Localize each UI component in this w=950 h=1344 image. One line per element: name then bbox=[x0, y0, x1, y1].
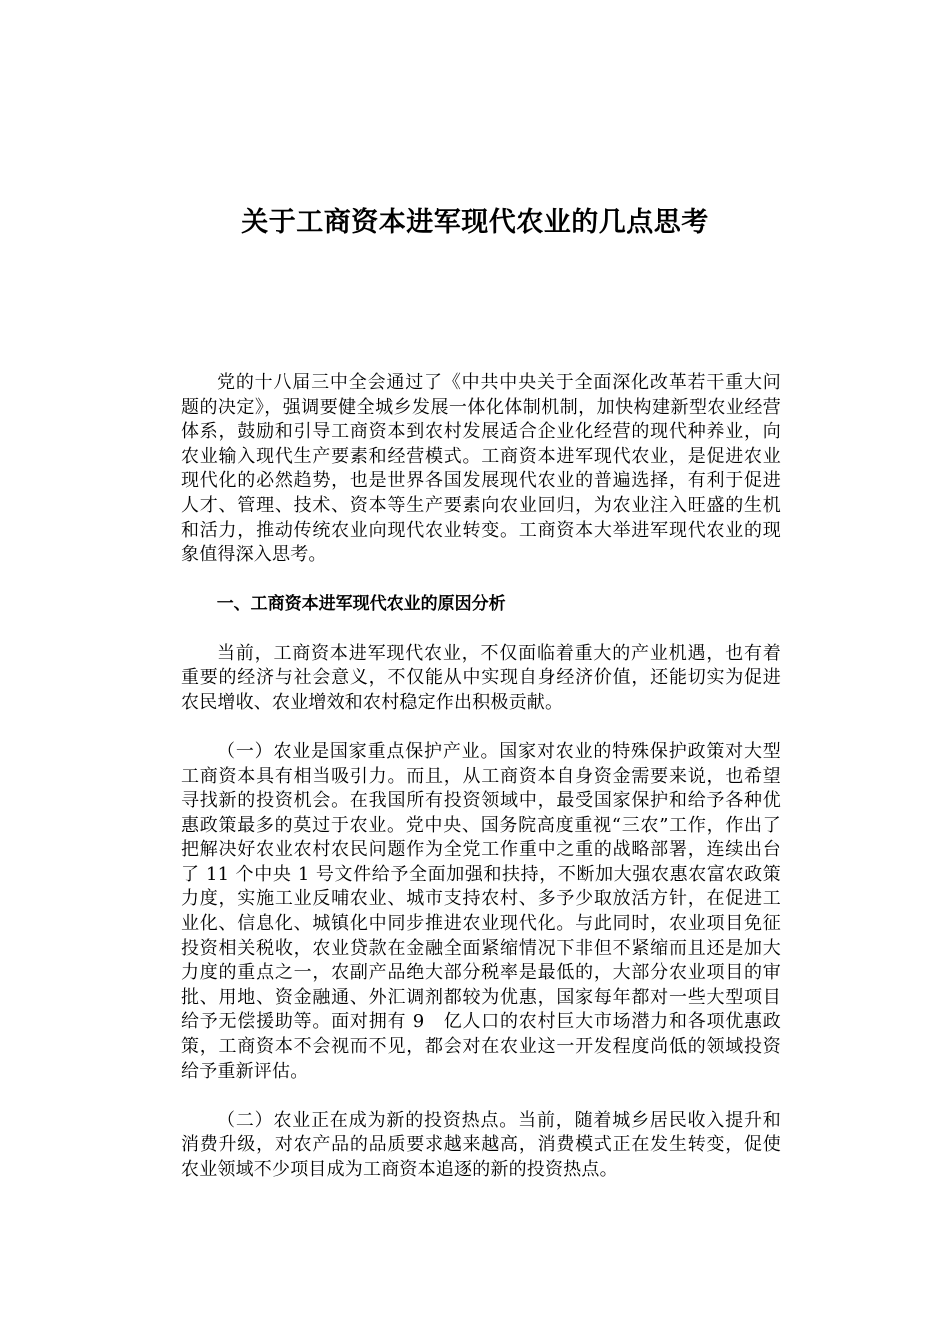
section-paragraph: （一）农业是国家重点保护产业。国家对农业的特殊保护政策对大型工商资本具有相当吸引力。而且，从工商资本自身资金需要来说，也希望寻找新的投资机会。在我国所有投资领域中，最受国家保护和给予各种优惠政策最多的莫过于农业。党中央、国务院高度重视“三农”工作，作出了把解决好农业农村农民问题作为全党工作重中之重的战略部署，连续出台了 11 个中央 1 号文件给予全面加强和扶持，不断加大强农惠农富农政策力度，实施工业反哺农业、城市支持农村、多予少取放活方针，在促进工业化、信息化、城镇化中同步推进农业现代化。与此同时，农业项目免征投资相关税收，农业贷款在金融全面紧缩情况下非但不紧缩而且还是加大力度的重点之一，农副产品绝大部分税率是最低的，大部分农业项目的审批、用地、资金融通、外汇调剂都较为优惠，国家每年都对一些大型项目给予无偿援助等。面对拥有 9 亿人口的农村巨大市场潜力和各项优惠政策，工商资本不会视而不见，都会对在农业这一开发程度尚低的领域投资给予重新评估。 bbox=[181, 740, 781, 1082]
section-paragraph: （二）农业正在成为新的投资热点。当前，随着城乡居民收入提升和消费升级，对农产品的品质要求越来越高，消费模式正在发生转变，促使农业领域不少项目成为工商资本追逐的新的投资热点。 bbox=[181, 1109, 781, 1180]
section-heading: 一、工商资本进军现代农业的原因分析 bbox=[216, 594, 506, 615]
document-body bbox=[181, 371, 781, 1183]
document-title: 关于工商资本进军现代农业的几点思考 bbox=[241, 207, 709, 238]
section-paragraph: 当前，工商资本进军现代农业，不仅面临着重大的产业机遇，也有着重要的经济与社会意义，不仅能从中实现自身经济价值，还能切实为促进农民增收、农业增效和农村稳定作出积极贡献。 bbox=[181, 642, 781, 713]
intro-paragraph: 党的十八届三中全会通过了《中共中央关于全面深化改革若干重大问题的决定》，强调要健全城乡发展一体化体制机制，加快构建新型农业经营体系，鼓励和引导工商资本到农村发展适合企业化经营的现代种养业，向农业输入现代生产要素和经营模式。工商资本进军现代农业，是促进农业现代化的必然趋势，也是世界各国发展现代农业的普遍选择，有利于促进人才、管理、技术、资本等生产要素向农业回归，为农业注入旺盛的生机和活力，推动传统农业向现代农业转变。工商资本大举进军现代农业的现象值得深入思考。 bbox=[181, 372, 781, 566]
